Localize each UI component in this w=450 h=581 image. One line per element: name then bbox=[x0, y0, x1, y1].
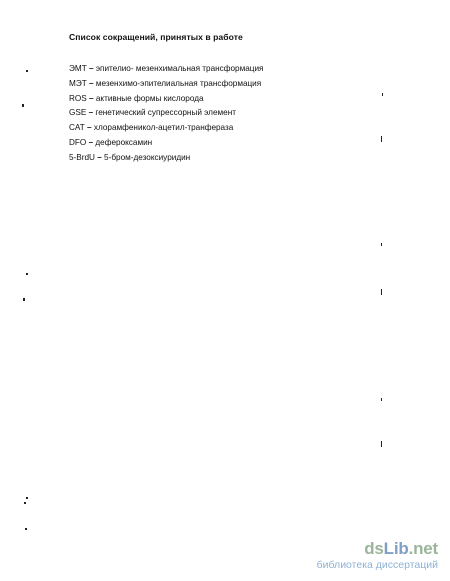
scan-speck bbox=[381, 441, 382, 447]
list-item bbox=[69, 92, 263, 107]
list-item bbox=[69, 136, 263, 151]
abbreviation-definition: генетический супрессорный элемент bbox=[95, 108, 236, 118]
abbreviation-term: CAT bbox=[69, 123, 85, 133]
scan-speck bbox=[381, 243, 382, 246]
scan-speck bbox=[26, 273, 28, 275]
abbreviation-term: DFO bbox=[69, 137, 87, 147]
abbreviation-separator: – bbox=[94, 152, 105, 162]
abbreviation-definition: 5-бром-дезоксиуридин bbox=[104, 152, 191, 162]
abbreviation-definition: активные формы кислорода bbox=[95, 93, 204, 103]
abbreviation-term: ЭМТ bbox=[69, 64, 87, 73]
list-item bbox=[69, 121, 263, 136]
abbreviation-list bbox=[69, 62, 263, 166]
abbreviation-separator: – bbox=[86, 93, 96, 103]
list-item bbox=[69, 77, 263, 92]
abbreviation-separator: – bbox=[84, 123, 94, 133]
abbreviation-definition: мезенхимо-эпителиальная трансформация bbox=[95, 78, 262, 88]
abbreviation-separator: – bbox=[86, 64, 96, 73]
scan-speck bbox=[382, 93, 383, 96]
list-item bbox=[69, 151, 263, 166]
abbreviation-term: МЭТ bbox=[69, 78, 87, 88]
abbreviation-definition: хлорамфеникол-ацетил-транфераза bbox=[93, 123, 234, 133]
abbreviation-term: 5-BrdU bbox=[69, 152, 95, 162]
abbreviation-separator: – bbox=[86, 78, 96, 88]
scan-speck bbox=[381, 289, 382, 295]
scan-speck bbox=[26, 497, 28, 499]
scan-speck bbox=[381, 398, 382, 401]
scan-speck bbox=[26, 70, 28, 72]
dslib-watermark bbox=[317, 540, 438, 571]
page-title: Список сокращений, принятых в работе bbox=[69, 32, 243, 42]
scan-speck bbox=[25, 528, 27, 530]
abbreviation-term: ROS bbox=[69, 93, 87, 103]
list-item bbox=[69, 62, 263, 77]
abbreviation-definition: эпителио- мезенхимальная трансформация bbox=[95, 64, 264, 73]
scan-speck bbox=[23, 298, 25, 301]
dslib-tagline: библиотека диссертаций bbox=[316, 559, 438, 571]
abbreviation-term: GSE bbox=[69, 108, 87, 118]
scan-speck bbox=[381, 136, 382, 142]
list-item bbox=[69, 106, 263, 121]
abbreviation-separator: – bbox=[86, 137, 96, 147]
dslib-logo: dsLib.net bbox=[364, 539, 438, 558]
abbreviation-separator: – bbox=[86, 108, 96, 118]
abbreviation-definition: дефероксамин bbox=[95, 137, 153, 147]
scan-speck bbox=[22, 104, 24, 107]
scan-speck bbox=[24, 502, 26, 504]
